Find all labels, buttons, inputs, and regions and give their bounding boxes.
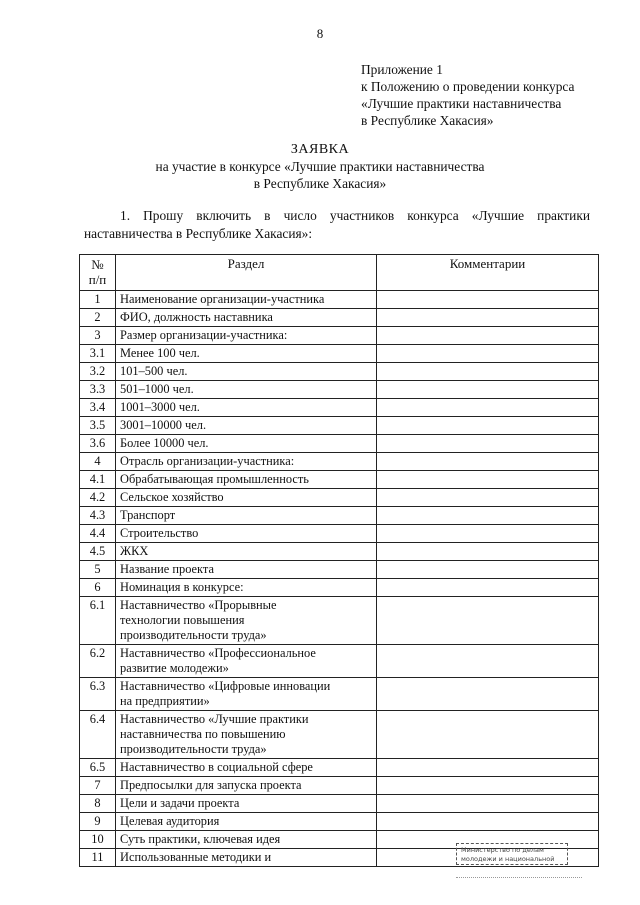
row-number: 10 [80,831,116,849]
header-section: Раздел [116,255,377,291]
row-number: 4.5 [80,543,116,561]
row-section [116,471,377,489]
row-section [116,561,377,579]
row-section [116,399,377,417]
row-number: 3 [80,327,116,345]
table-row [80,795,599,813]
row-number: 6.3 [80,678,116,711]
row-comment-cell[interactable] [377,345,599,363]
table-row [80,453,599,471]
intro-line: 1. Прошу включить в число участников конкурса «Лучшие практики [120,208,590,223]
row-number: 6.2 [80,645,116,678]
appendix-line: к Положению о проведении конкурса [361,79,575,94]
row-section-line: Наставничество «Прорывные [120,598,277,612]
appendix-block [361,61,574,129]
row-comment-cell[interactable] [377,327,599,345]
row-number: 6.4 [80,711,116,759]
row-section [116,417,377,435]
row-section-line: Транспорт [120,508,176,522]
row-comment-cell[interactable] [377,777,599,795]
row-section-line: 1001–3000 чел. [120,400,200,414]
row-section-line: Номинация в конкурсе: [120,580,244,594]
row-section-line: технологии повышения [120,613,245,627]
row-section [116,579,377,597]
row-number: 5 [80,561,116,579]
row-section-line: Размер организации-участника: [120,328,288,342]
row-section-line: 501–1000 чел. [120,382,194,396]
row-section [116,777,377,795]
row-number: 3.4 [80,399,116,417]
title-block [0,141,640,192]
row-section [116,543,377,561]
row-number: 2 [80,309,116,327]
row-number: 7 [80,777,116,795]
row-section [116,831,377,849]
stamp-line: молодежи и национальной [461,854,555,863]
table-row [80,645,599,678]
row-comment-cell[interactable] [377,471,599,489]
row-comment-cell[interactable] [377,597,599,645]
table-row [80,291,599,309]
application-table [79,254,599,867]
row-comment-cell[interactable] [377,453,599,471]
row-section [116,645,377,678]
row-number: 6.1 [80,597,116,645]
row-section-line: на предприятии» [120,694,210,708]
row-number: 4.4 [80,525,116,543]
row-section [116,678,377,711]
stamp [456,843,568,865]
row-section [116,291,377,309]
appendix-line: Приложение 1 [361,62,443,77]
intro-line: наставничества в Республике Хакасия»: [84,226,313,241]
row-number: 4.1 [80,471,116,489]
table-row [80,597,599,645]
row-section-line: Наставничество в социальной сфере [120,760,313,774]
row-number: 3.1 [80,345,116,363]
row-number: 3.6 [80,435,116,453]
table-row [80,543,599,561]
row-section-line: наставничества по повышению [120,727,286,741]
row-number: 4.2 [80,489,116,507]
row-section-line: Цели и задачи проекта [120,796,240,810]
row-section-line: Строительство [120,526,199,540]
row-number: 9 [80,813,116,831]
document-subtitle: на участие в конкурсе «Лучшие практики наставничества [155,159,485,174]
table-row [80,759,599,777]
row-section-line: Сельское хозяйство [120,490,224,504]
row-section-line: Менее 100 чел. [120,346,200,360]
row-section-line: Название проекта [120,562,214,576]
table-row [80,435,599,453]
row-section-line: Обрабатывающая промышленность [120,472,309,486]
table-row [80,363,599,381]
row-number: 3.2 [80,363,116,381]
row-section [116,795,377,813]
header-number [80,255,116,291]
table-row [80,381,599,399]
row-section-line: Целевая аудитория [120,814,220,828]
row-section [116,597,377,645]
row-section [116,453,377,471]
row-comment-cell[interactable] [377,795,599,813]
row-number: 1 [80,291,116,309]
row-number: 8 [80,795,116,813]
table-row [80,327,599,345]
row-section [116,849,377,867]
table-row [80,813,599,831]
row-section [116,381,377,399]
row-section-line: Наименование организации-участника [120,292,325,306]
row-section-line: Наставничество «Цифровые инновации [120,679,331,693]
row-section-line: Суть практики, ключевая идея [120,832,281,846]
row-section-line: развитие молодежи» [120,661,229,675]
document-subtitle: в Республике Хакасия» [253,176,387,191]
row-comment-cell[interactable] [377,813,599,831]
row-section [116,489,377,507]
table-row [80,507,599,525]
row-section-line: Отрасль организации-участника: [120,454,295,468]
header-comments: Комментарии [377,255,599,291]
intro-paragraph [84,207,590,243]
row-comment-cell[interactable] [377,507,599,525]
row-section [116,507,377,525]
row-comment-cell[interactable] [377,561,599,579]
row-section [116,435,377,453]
table-row [80,399,599,417]
row-comment-cell[interactable] [377,363,599,381]
row-comment-cell[interactable] [377,489,599,507]
row-section [116,813,377,831]
row-number: 3.3 [80,381,116,399]
row-section [116,309,377,327]
appendix-line: «Лучшие практики наставничества [361,96,562,111]
table-row [80,777,599,795]
row-number: 6 [80,579,116,597]
table-row [80,345,599,363]
row-comment-cell[interactable] [377,417,599,435]
row-comment-cell[interactable] [377,645,599,678]
table-row [80,579,599,597]
row-section-line: 101–500 чел. [120,364,188,378]
table-row [80,471,599,489]
table-row [80,309,599,327]
row-section [116,345,377,363]
row-section [116,759,377,777]
dotted-line [456,877,582,878]
row-number: 6.5 [80,759,116,777]
row-section-line: производительности труда» [120,628,267,642]
row-comment-cell[interactable] [377,309,599,327]
row-comment-cell[interactable] [377,435,599,453]
row-comment-cell[interactable] [377,543,599,561]
table-row [80,489,599,507]
stamp-line: Министерство по делам [461,846,544,854]
header-number-line: № [91,257,104,272]
row-section [116,525,377,543]
table-body [80,291,599,867]
row-section-line: Более 10000 чел. [120,436,209,450]
row-comment-cell[interactable] [377,291,599,309]
row-section-line: Наставничество «Профессиональное [120,646,316,660]
row-number: 11 [80,849,116,867]
row-comment-cell[interactable] [377,381,599,399]
row-section [116,363,377,381]
row-section-line: 3001–10000 чел. [120,418,207,432]
row-section-line: Наставничество «Лучшие практики [120,712,309,726]
page-number: 8 [316,26,324,41]
row-section-line: Использованные методики и [120,850,272,864]
row-comment-cell[interactable] [377,525,599,543]
document-title: ЗАЯВКА [290,142,350,157]
table-row [80,417,599,435]
row-number: 3.5 [80,417,116,435]
row-section-line: производительности труда» [120,742,267,756]
row-comment-cell[interactable] [377,678,599,711]
row-section-line: Предпосылки для запуска проекта [120,778,302,792]
table-row [80,561,599,579]
row-section [116,327,377,345]
appendix-line: в Республике Хакасия» [361,113,494,128]
row-comment-cell[interactable] [377,399,599,417]
table-row [80,525,599,543]
row-section-line: ФИО, должность наставника [120,310,273,324]
row-comment-cell[interactable] [377,711,599,759]
row-number: 4.3 [80,507,116,525]
header-number-line: п/п [88,272,107,287]
row-comment-cell[interactable] [377,579,599,597]
row-section-line: ЖКХ [120,544,149,558]
row-number: 4 [80,453,116,471]
row-section [116,711,377,759]
table-row [80,678,599,711]
row-comment-cell[interactable] [377,759,599,777]
table-row [80,711,599,759]
